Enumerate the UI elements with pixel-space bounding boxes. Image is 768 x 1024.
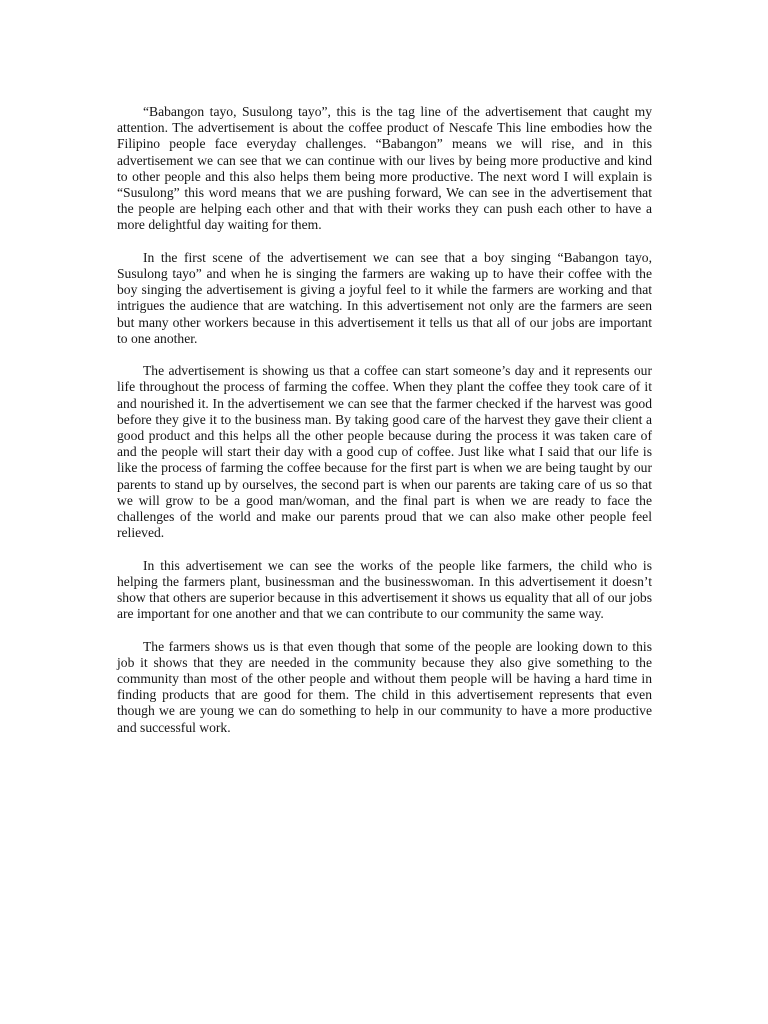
- paragraph-3: The advertisement is showing us that a coffee can start someone’s day and it represents our life throughout the process of farming the coffee. When they plant the coffee they took care of it and nourished it. In the advertisement we can see that the farmer checked if the harvest was good before they give it to the business man. By taking good care of the harvest they gave their client a good product and this helps all the other people because during the process it was taken care of and the people will start their day with a good cup of coffee. Just like what I said that our life is like the process of farming the coffee because for the first part is when we are being taught by our parents to stand up by ourselves, the second part is when our parents are taking care of us so that we will grow to be a good man/woman, and the final part is when we are ready to face the challenges of the world and make our parents proud that we can also make other people feel relieved.: [117, 363, 652, 541]
- paragraph-2: In the first scene of the advertisement we can see that a boy singing “Babangon tayo, Susulong tayo” and when he is singing the farmers are waking up to have their coffee with the boy singing the advertisement is giving a joyful feel to it while the farmers are working and that intrigues the audience that are watching. In this advertisement not only are the farmers are seen but many other workers because in this advertisement it tells us that all of our jobs are important to one another.: [117, 249, 652, 346]
- paragraph-5: The farmers shows us is that even though that some of the people are looking down to this job it shows that they are needed in the community because they also give something to the community than most of the other people and without them people will be having a hard time in finding products that are good for them. The child in this advertisement represents that even though we are young we can do something to help in our community to have a more productive and successful work.: [117, 638, 652, 735]
- paragraph-4: In this advertisement we can see the works of the people like farmers, the child who is helping the farmers plant, businessman and the businesswoman. In this advertisement it doesn’t show that others are superior because in this advertisement it shows us equality that all of our jobs are important for one another and that we can contribute to our community the same way.: [117, 557, 652, 622]
- document-body: [117, 104, 652, 752]
- paragraph-1: “Babangon tayo, Susulong tayo”, this is the tag line of the advertisement that caught my attention. The advertisement is about the coffee product of Nescafe This line embodies how the Filipino people face everyday challenges. “Babangon” means we will rise, and in this advertisement we can see that we can continue with our lives by being more productive and kind to other people and this also helps them being more productive. The next word I will explain is “Susulong” this word means that we are pushing forward, We can see in the advertisement that the people are helping each other and that with their works they can push each other to have a more delightful day waiting for them.: [117, 104, 652, 233]
